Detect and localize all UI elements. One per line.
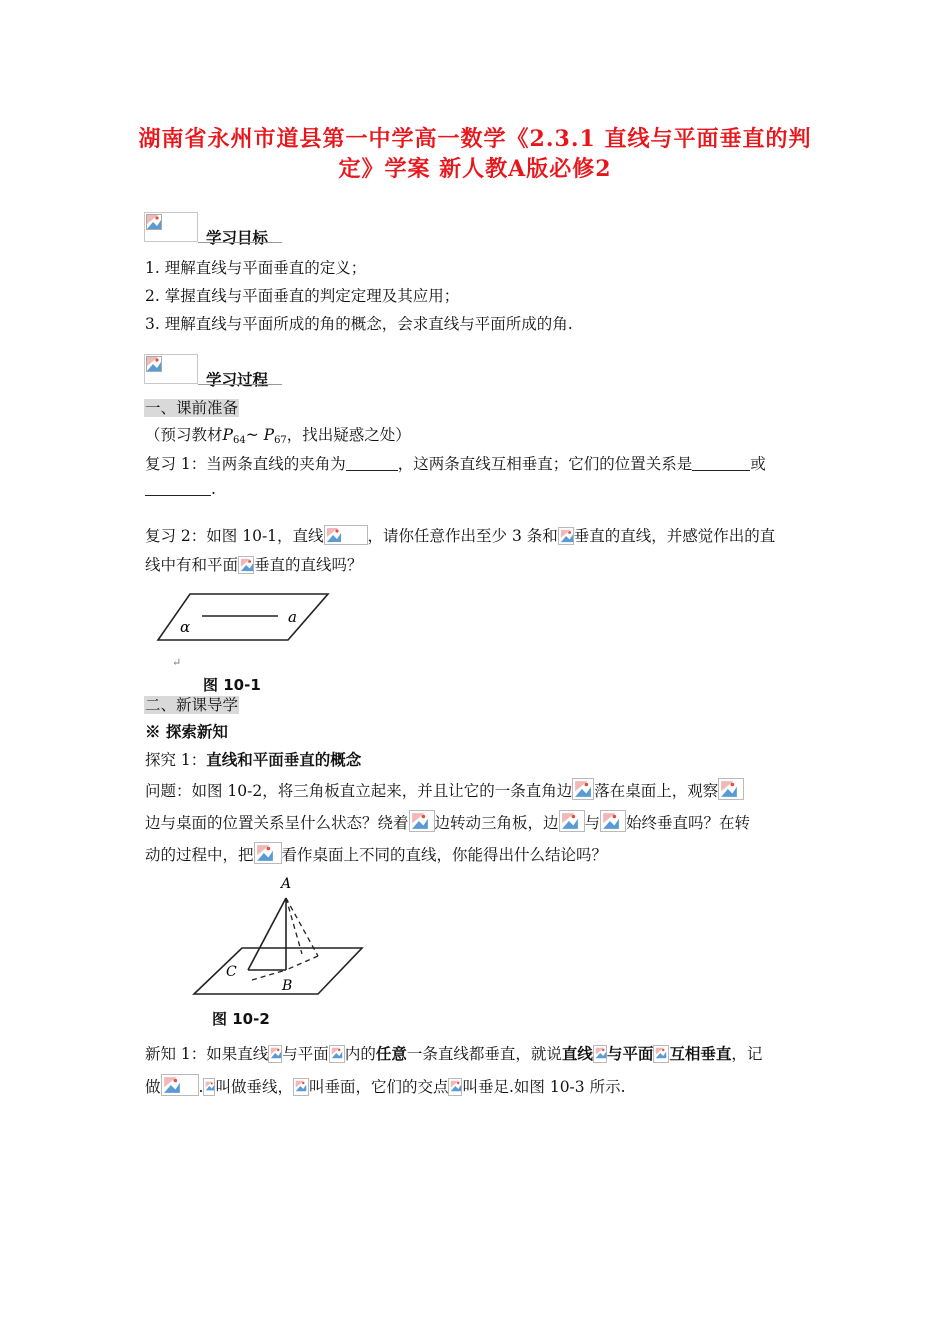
page-title-line1: 湖南省永州市道县第一中学高一数学《2.3.1 直线与平面垂直的判 <box>138 126 812 152</box>
label-alpha: α <box>180 618 191 636</box>
question-line3: 动的过程中，把 看作桌面上不同的直线，你能得出什么结论吗？ <box>145 842 607 865</box>
edge-AC <box>248 898 286 970</box>
broken-image-icon <box>144 354 198 384</box>
goals-heading-image <box>144 212 198 242</box>
answer-blank[interactable] <box>145 481 211 496</box>
goal-item-2: 2. 掌握直线与平面垂直的判定定理及其应用； <box>145 287 460 305</box>
figure-caption-10-1: 图 10-1 <box>203 676 261 694</box>
answer-blank[interactable] <box>346 456 398 471</box>
page-title-line2: 定》学案 新人教A版必修2 <box>338 156 612 182</box>
broken-image-icon <box>161 1074 199 1096</box>
question-line2: 边与桌面的位置关系呈什么状态？绕着 边转动三角板，边 与 始终垂直吗？在转 <box>145 810 750 833</box>
broken-image-icon <box>203 1078 215 1096</box>
broken-image-icon <box>653 1045 669 1063</box>
return-mark: ↵ <box>172 656 182 669</box>
process-heading-image <box>144 354 198 384</box>
figure-caption-10-2: 图 10-2 <box>212 1010 270 1028</box>
broken-image-icon <box>718 778 744 800</box>
goal-item-1: 1. 理解直线与平面垂直的定义； <box>145 259 367 277</box>
broken-image-icon <box>593 1045 607 1063</box>
broken-image-icon <box>409 810 435 832</box>
label-C: C <box>226 964 237 980</box>
broken-image-icon <box>144 212 198 242</box>
broken-image-icon <box>254 842 282 864</box>
process-heading: 学习过程 <box>206 370 269 389</box>
question-line1: 问题：如图 10-2，将三角板直立起来，并且让它的一条直角边 落在桌面上，观察 <box>145 778 744 801</box>
section-heading-1: 一、课前准备 <box>145 399 239 417</box>
broken-image-icon <box>572 778 594 800</box>
dashed-edge <box>286 956 318 970</box>
divider <box>198 242 282 243</box>
preview-line: （预习教材$P_{64}\sim$ $P_{67}$，找出疑惑之处） <box>145 426 411 446</box>
broken-image-icon <box>324 525 368 545</box>
broken-image-icon <box>600 810 626 832</box>
explore-heading: ※ 探索新知 <box>145 722 228 741</box>
goals-heading: 学习目标 <box>206 228 269 247</box>
newknow-line2: 做 . 叫做垂线， 叫垂面，它们的交点 叫垂足.如图 10-3 所示. <box>145 1074 626 1097</box>
dashed-edge <box>252 970 286 980</box>
broken-image-icon <box>559 810 585 832</box>
label-a: a <box>288 608 297 626</box>
broken-image-icon <box>293 1078 309 1096</box>
broken-image-icon <box>448 1078 462 1096</box>
review-1-cont: . <box>145 480 216 498</box>
label-A: A <box>281 876 292 892</box>
figure-10-2 <box>190 872 370 1000</box>
figure-10-1 <box>150 588 340 644</box>
dashed-edge <box>286 898 302 954</box>
label-B: B <box>282 978 293 994</box>
divider <box>198 384 282 385</box>
broken-image-icon <box>238 556 254 574</box>
answer-blank[interactable] <box>692 456 750 471</box>
section-heading-2: 二、新课导学 <box>145 696 239 714</box>
broken-image-icon <box>558 527 574 545</box>
newknow-line1: 新知 1：如果直线 与平面 内的任意一条直线都垂直，就说直线 与平面 互相垂直，记 <box>145 1044 763 1063</box>
inquiry-1: 探究 1：直线和平面垂直的概念 <box>145 750 362 769</box>
review-2-line2: 线中有和平面 垂直的直线吗？ <box>145 556 363 574</box>
review-2-line1: 复习 2：如图 10-1，直线 ，请你任意作出至少 3 条和 垂直的直线，并感觉作出的直 <box>145 527 776 545</box>
broken-image-icon <box>329 1045 345 1063</box>
broken-image-icon <box>268 1045 282 1063</box>
table-plane <box>194 948 362 994</box>
review-1: 复习 1：当两条直线的夹角为 ，这两条直线互相垂直；它们的位置关系是 或 <box>145 455 766 473</box>
goal-item-3: 3. 理解直线与平面所成的角的概念，会求直线与平面所成的角. <box>145 315 573 333</box>
